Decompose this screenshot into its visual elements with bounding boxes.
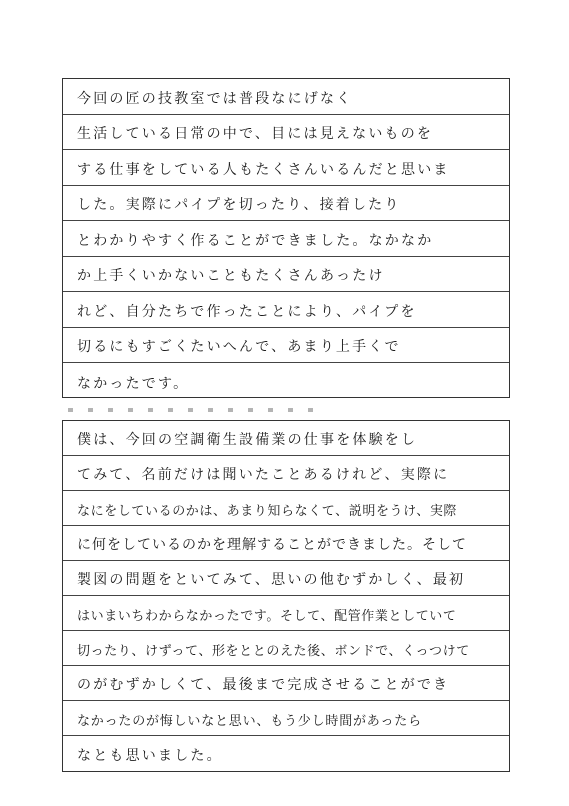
essay-1-line: か上手くいかないこともたくさんあったけ [63, 257, 509, 293]
essay-2-line: のがむずかしくて、最後まで完成させることができ [63, 666, 509, 701]
essay-2-line: 僕は、今回の空調衛生設備業の仕事を体験をし [63, 421, 509, 456]
essay-box-2 [62, 420, 510, 772]
essay-2-line: はいまいちわからなかったです。そして、配管作業としていて [63, 596, 509, 631]
essay-2-line: なにをしているのかは、あまり知らなくて、説明をうけ、実際 [63, 491, 509, 526]
essay-1-line: なかったです。 [77, 375, 190, 392]
essay-2-line: なかったのが悔しいなと思い、もう少し時間があったら [63, 701, 509, 736]
essay-1-line: 切るにもすごくたいへんで、あまり上手くで [63, 328, 509, 364]
essay-box-1 [62, 78, 510, 398]
essay-1-line: した。実際にパイプを切ったり、接着したり [63, 186, 509, 222]
essay-2-lines [63, 421, 509, 771]
essay-1-line: とわかりやすく作ることができました。なかなか [63, 221, 509, 257]
essay-1-line: れど、自分たちで作ったことにより、パイプを [63, 292, 509, 328]
essay-1-line: 生活している日常の中で、目には見えないものを [63, 115, 509, 151]
essay-2-line: 製図の問題をといてみて、思いの他むずかしく、最初 [63, 561, 509, 596]
essay-2-line: なとも思いました。 [77, 748, 223, 764]
essay-1-line: 今回の匠の技教室では普段なにげなく [63, 79, 509, 115]
essay-1-lines [63, 79, 509, 397]
essay-2-line: 切ったり、けずって、形をととのえた後、ボンドで、くっつけて [63, 631, 509, 666]
essay-2-line: に何をしているのかを理解することができました。そして [63, 526, 509, 561]
essay-2-line: てみて、名前だけは聞いたことあるけれど、実際に [63, 456, 509, 491]
essay-1-line: する仕事をしている人もたくさんいるんだと思いま [63, 150, 509, 186]
separator-dashes [68, 408, 318, 412]
